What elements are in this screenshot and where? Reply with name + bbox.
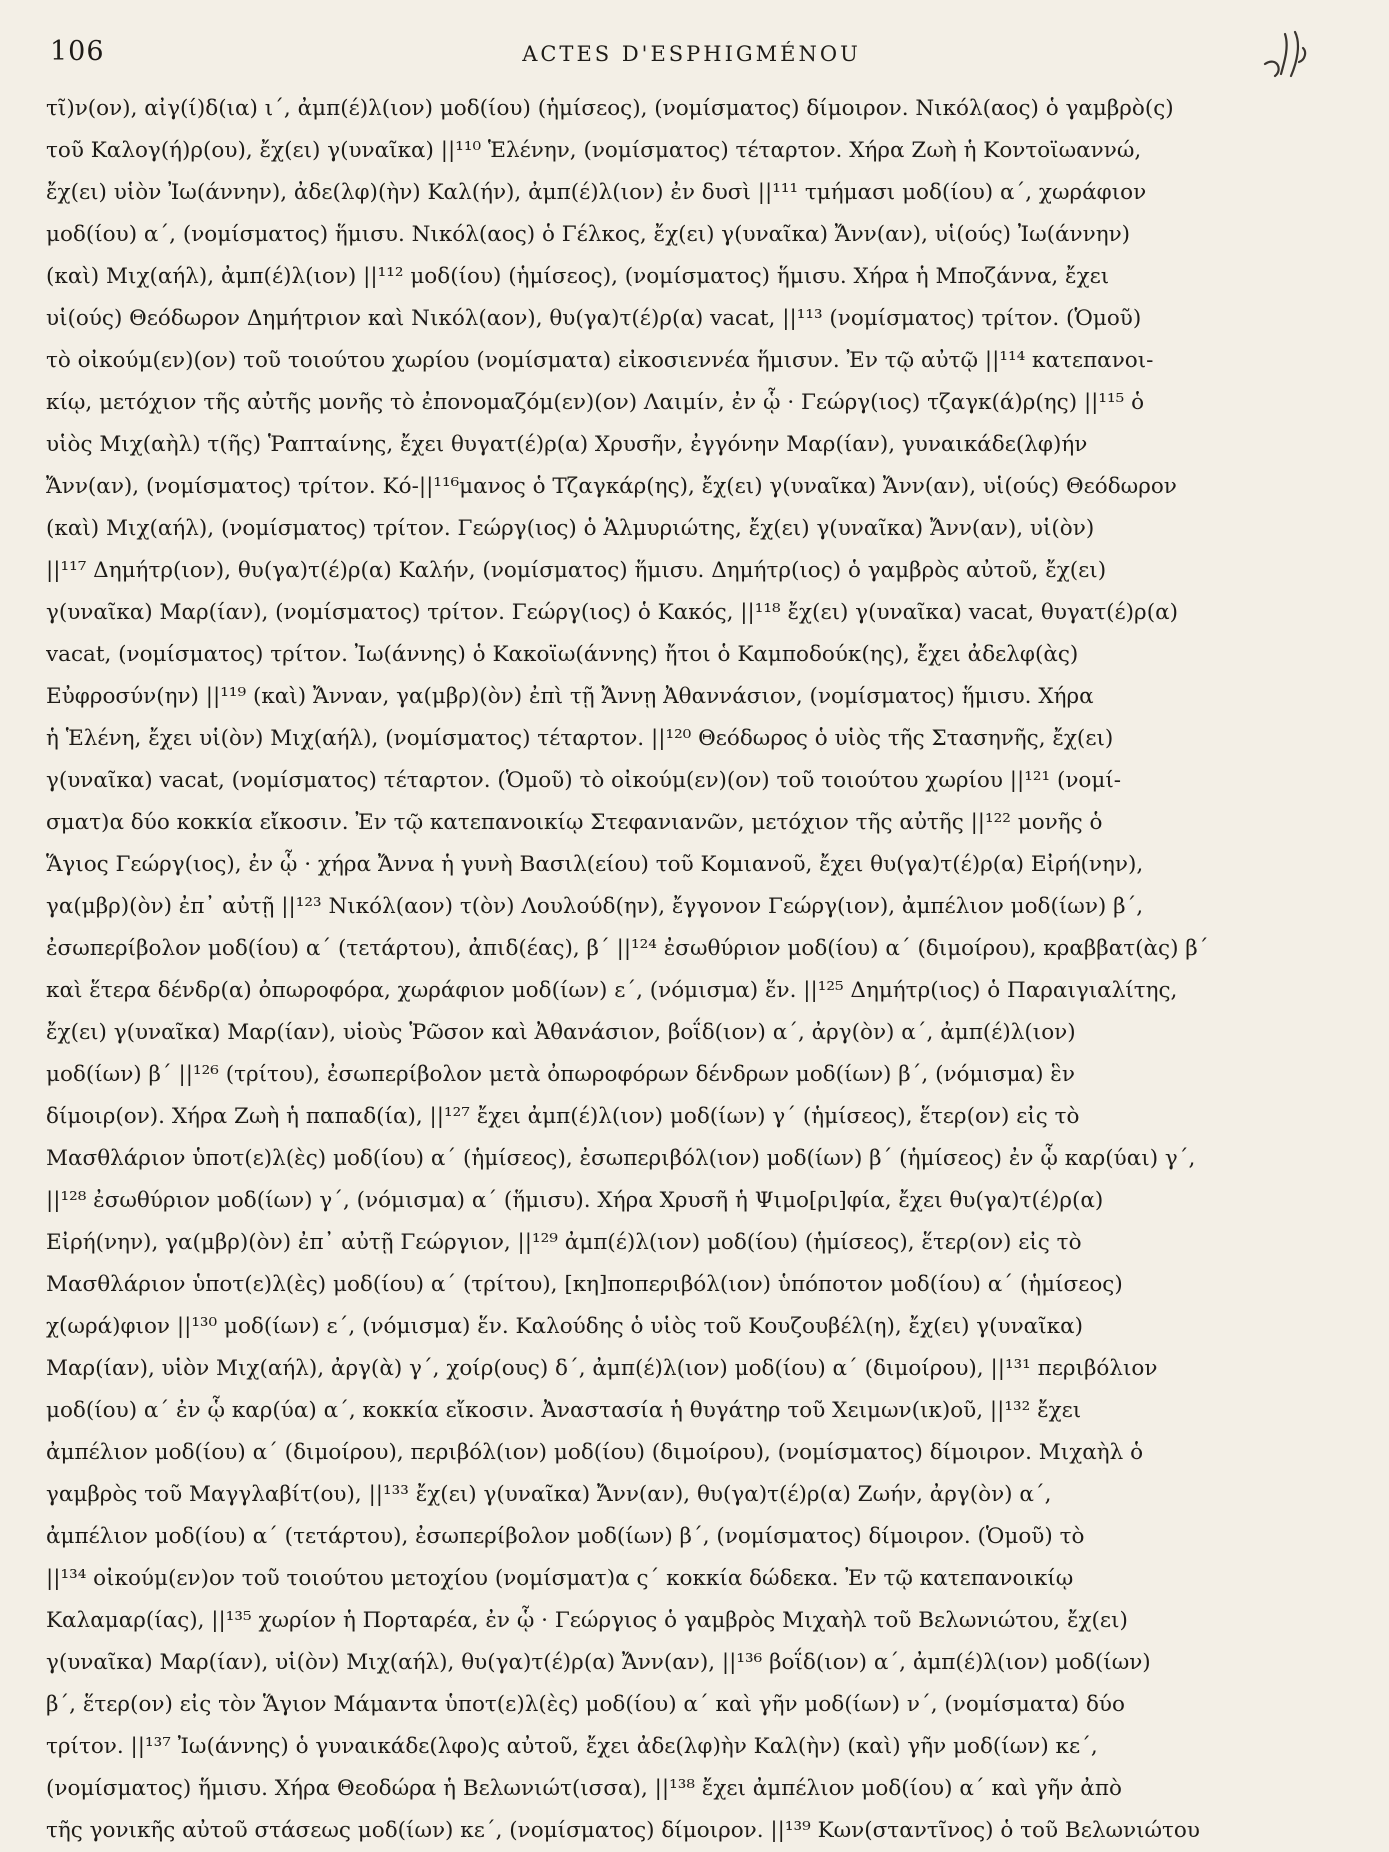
text-line: (καὶ) Μιχ(αήλ), (νομίσματος) τρίτον. Γεώργ(ιος) ὁ Ἁλμυριώτης, ἔχ(ει) γ(υναῖκα) Ἄνν(αν), υἱ(ὸν) (46, 516, 1095, 541)
text-line: τοῦ Καλογ(ή)ρ(ου), ἔχ(ει) γ(υναῖκα) ||¹¹⁰ Ἑλένην, (νομίσματος) τέταρτον. Χήρα Ζωὴ ἡ Κοντοϊωαννώ, (46, 138, 1142, 163)
text-line: Ἄνν(αν), (νομίσματος) τρίτον. Κό-||¹¹⁶μανος ὁ Τζαγκάρ(ης), ἔχ(ει) γ(υναῖκα) Ἄνν(αν), υἱ(ούς) Θεόδωρον (46, 474, 1177, 499)
text-line: Καλαμαρ(ίας), ||¹³⁵ χωρίον ἡ Πορταρέα, ἐν ᾧ · Γεώργιος ὁ γαμβρὸς Μιχαὴλ τοῦ Βελωνιώτου, ἔχ(ει) (46, 1608, 1128, 1633)
text-line: vacat, (νομίσματος) τρίτον. Ἰω(άννης) ὁ Κακοϊω(άννης) ἤτοι ὁ Καμποδούκ(ης), ἔχει ἀδελφ(ὰς) (46, 642, 1079, 667)
text-line: γ(υναῖκα) Μαρ(ίαν), υἱ(ὸν) Μιχ(αήλ), θυ(γα)τ(έ)ρ(α) Ἄνν(αν), ||¹³⁶ βοΐδ(ιον) α´, ἀμπ(έ)λ(ιον) μοδ(ίων) (46, 1650, 1151, 1675)
text-line: ἐσωπερίβολον μοδ(ίου) α´ (τετάρτου), ἀπιδ(έας), β´ ||¹²⁴ ἐσωθύριον μοδ(ίου) α´ (διμοίρου), κραββατ(ὰς) β´ (46, 936, 1209, 961)
text-line: μοδ(ίου) α´ ἐν ᾧ καρ(ύα) α´, κοκκία εἴκοσιν. Ἀναστασία ἡ θυγάτηρ τοῦ Χειμων(ικ)οῦ, ||¹³² ἔχει (46, 1398, 1082, 1423)
text-line: υἱὸς Μιχ(αὴλ) τ(ῆς) Ῥαπταίνης, ἔχει θυγατ(έ)ρ(α) Χρυσῆν, ἐγγόνην Μαρ(ίαν), γυναικάδε(λφ)ήν (46, 432, 1088, 457)
text-line: (νομίσματος) ἥμισυ. Χήρα Θεοδώρα ἡ Βελωνιώτ(ισσα), ||¹³⁸ ἔχει ἀμπέλιον μοδ(ίου) α´ καὶ γῆν ἀπὸ (46, 1776, 1122, 1801)
text-line: μοδ(ίου) α´, (νομίσματος) ἥμισυ. Νικόλ(αος) ὁ Γέλκος, ἔχ(ει) γ(υναῖκα) Ἄνν(αν), υἱ(ούς) Ἰω(άννην) (46, 222, 1131, 247)
page-header (50, 34, 1333, 74)
text-line: μοδ(ίων) β´ ||¹²⁶ (τρίτου), ἐσωπερίβολον μετὰ ὀπωροφόρων δένδρων μοδ(ίων) β´, (νόμισμα) ἓν (46, 1062, 1075, 1087)
text-line: ||¹³⁴ οἰκούμ(εν)ον τοῦ τοιούτου μετοχίου (νομίσματ)α ς´ κοκκία δώδεκα. Ἐν τῷ κατεπανοικίῳ (46, 1566, 1074, 1591)
text-line: Μασθλάριον ὑποτ(ε)λ(ὲς) μοδ(ίου) α´ (τρίτου), [κη]ποπεριβόλ(ιον) ὑπόποτον μοδ(ίου) α´ (ἡμίσεος) (46, 1272, 1123, 1297)
text-line: ἔχ(ει) υἱὸν Ἰω(άννην), ἀδε(λφ)(ὴν) Καλ(ήν), ἀμπ(έ)λ(ιον) ἐν δυσὶ ||¹¹¹ τμήμασι μοδ(ίου) α´, χωράφιον (46, 180, 1147, 205)
text-line: Μασθλάριον ὑποτ(ε)λ(ὲς) μοδ(ίου) α´ (ἡμίσεος), ἐσωπεριβόλ(ιον) μοδ(ίων) β´ (ἡμίσεος) ἐν ᾧ καρ(ύαι) γ´, (46, 1146, 1196, 1171)
text-line: δίμοιρ(ον). Χήρα Ζωὴ ἡ παπαδ(ία), ||¹²⁷ ἔχει ἀμπ(έ)λ(ιον) μοδ(ίων) γ´ (ἡμίσεος), ἕτερ(ον) εἰς τὸ (46, 1104, 1080, 1129)
text-line: Ἅγιος Γεώργ(ιος), ἐν ᾧ · χήρα Ἄννα ἡ γυνὴ Βασιλ(είου) τοῦ Κομιανοῦ, ἔχει θυ(γα)τ(έ)ρ(α) Εἰρή(νην), (46, 852, 1144, 877)
page-number: 106 (50, 36, 105, 67)
handwritten-mark-icon (1255, 26, 1325, 86)
text-line: ἀμπέλιον μοδ(ίου) α´ (τετάρτου), ἐσωπερίβολον μοδ(ίων) β´, (νομίσματος) δίμοιρον. (Ὁμοῦ) τὸ (46, 1524, 1085, 1549)
text-line: (καὶ) Μιχ(αήλ), ἀμπ(έ)λ(ιον) ||¹¹² μοδ(ίου) (ἡμίσεος), (νομίσματος) ἥμισυ. Χήρα ἡ Μποζάννα, ἔχει (46, 264, 1110, 289)
text-line: ||¹¹⁷ Δημήτρ(ιον), θυ(γα)τ(έ)ρ(α) Καλήν, (νομίσματος) ἥμισυ. Δημήτρ(ιος) ὁ γαμβρὸς αὐτοῦ, ἔχ(ει) (46, 558, 1107, 583)
text-line: Μαρ(ίαν), υἱὸν Μιχ(αήλ), ἀργ(ὰ) γ´, χοίρ(ους) δ´, ἀμπ(έ)λ(ιον) μοδ(ίου) α´ (διμοίρου), ||¹³¹ περιβόλιον (46, 1356, 1158, 1381)
text-line: σματ)α δύο κοκκία εἴκοσιν. Ἐν τῷ κατεπανοικίῳ Στεφανιανῶν, μετόχιον τῆς αὐτῆς ||¹²² μονῆς ὁ (46, 810, 1103, 835)
text-line: τῖ)ν(ον), αἰγ(ί)δ(ια) ι´, ἀμπ(έ)λ(ιον) μοδ(ίου) (ἡμίσεος), (νομίσματος) δίμοιρον. Νικόλ(αος) ὁ γαμβρὸ(ς) (46, 96, 1174, 121)
text-line: ||¹²⁸ ἐσωθύριον μοδ(ίων) γ´, (νόμισμα) α´ (ἥμισυ). Χήρα Χρυσῆ ἡ Ψιμο[ρι]φία, ἔχει θυ(γα)τ(έ)ρ(α) (46, 1188, 1104, 1213)
text-line: β´, ἕτερ(ον) εἰς τὸν Ἅγιον Μάμαντα ὑποτ(ε)λ(ὲς) μοδ(ίου) α´ καὶ γῆν μοδ(ίων) ν´, (νομίσματα) δύο (46, 1692, 1125, 1717)
text-line: γαμβρὸς τοῦ Μαγγλαβίτ(ου), ||¹³³ ἔχ(ει) γ(υναῖκα) Ἄνν(αν), θυ(γα)τ(έ)ρ(α) Ζωήν, ἀργ(ὸν) α´, (46, 1482, 1052, 1507)
text-line: γα(μβρ)(ὸν) ἐπ᾽ αὐτῇ ||¹²³ Νικόλ(αον) τ(ὸν) Λουλούδ(ην), ἔγγονον Γεώργ(ιον), ἀμπέλιον μοδ(ίων) β´, (46, 894, 1144, 919)
text-line: Εἰρή(νην), γα(μβρ)(ὸν) ἐπ᾽ αὐτῇ Γεώργιον, ||¹²⁹ ἀμπ(έ)λ(ιον) μοδ(ίου) (ἡμίσεος), ἕτερ(ον) εἰς τὸ (46, 1230, 1082, 1255)
text-line: ἔχ(ει) γ(υναῖκα) Μαρ(ίαν), υἱοὺς Ῥῶσον καὶ Ἀθανάσιον, βοΐδ(ιον) α´, ἀργ(ὸν) α´, ἀμπ(έ)λ(ιον) (46, 1020, 1076, 1045)
text-line: υἱ(ούς) Θεόδωρον Δημήτριον καὶ Νικόλ(αον), θυ(γα)τ(έ)ρ(α) vacat, ||¹¹³ (νομίσματος) τρίτον. (Ὁμοῦ) (46, 306, 1142, 331)
text-line: καὶ ἕτερα δένδρ(α) ὀπωροφόρα, χωράφιον μοδ(ίων) ε´, (νόμισμα) ἕν. ||¹²⁵ Δημήτρ(ιος) ὁ Παραιγιαλίτης, (46, 978, 1178, 1003)
body-text (46, 88, 1346, 1852)
text-line: χ(ωρά)φιον ||¹³⁰ μοδ(ίων) ε´, (νόμισμα) ἕν. Καλούδης ὁ υἱὸς τοῦ Κουζουβέλ(η), ἔχ(ει) γ(υναῖκα) (46, 1314, 1083, 1339)
text-line: Εὐφροσύν(ην) ||¹¹⁹ (καὶ) Ἄνναν, γα(μβρ)(ὸν) ἐπὶ τῇ Ἄννῃ Ἀθαννάσιον, (νομίσματος) ἥμισυ. Χήρα (46, 684, 1094, 709)
text-line: τὸ οἰκούμ(εν)(ον) τοῦ τοιούτου χωρίου (νομίσματα) εἰκοσιεννέα ἥμισυν. Ἐν τῷ αὐτῷ ||¹¹⁴ κατεπανοι- (46, 348, 1154, 373)
text-line: τῆς γονικῆς αὐτοῦ στάσεως μοδ(ίων) κε´, (νομίσματος) δίμοιρον. ||¹³⁹ Κων(σταντῖνος) ὁ τοῦ Βελωνιώτου (46, 1818, 1200, 1843)
text-line: τρίτον. ||¹³⁷ Ἰω(άννης) ὁ γυναικάδε(λφο)ς αὐτοῦ, ἔχει ἀδε(λφ)ὴν Καλ(ὴν) (καὶ) γῆν μοδ(ίων) κε´, (46, 1734, 1098, 1759)
text-line: γ(υναῖκα) vacat, (νομίσματος) τέταρτον. (Ὁμοῦ) τὸ οἰκούμ(εν)(ον) τοῦ τοιούτου χωρίου ||¹²¹ (νομί- (46, 768, 1122, 793)
text-line: γ(υναῖκα) Μαρ(ίαν), (νομίσματος) τρίτον. Γεώργ(ιος) ὁ Κακός, ||¹¹⁸ ἔχ(ει) γ(υναῖκα) vacat, θυγατ(έ)ρ(α) (46, 600, 1178, 625)
running-title: ACTES D'ESPHIGMÉNOU (522, 42, 861, 66)
text-line: κίῳ, μετόχιον τῆς αὐτῆς μονῆς τὸ ἐπονομαζόμ(εν)(ον) Λαιμίν, ἐν ᾧ · Γεώργ(ιος) τζαγκ(ά)ρ(ης) ||¹¹⁵ ὁ (46, 390, 1145, 415)
text-line: ἀμπέλιον μοδ(ίου) α´ (διμοίρου), περιβόλ(ιον) μοδ(ίου) (διμοίρου), (νομίσματος) δίμοιρον. Μιχαὴλ ὁ (46, 1440, 1144, 1465)
text-line: ἡ Ἑλένη, ἔχει υἱ(ὸν) Μιχ(αήλ), (νομίσματος) τέταρτον. ||¹²⁰ Θεόδωρος ὁ υἱὸς τῆς Στασηνῆς, ἔχ(ει) (46, 726, 1114, 751)
